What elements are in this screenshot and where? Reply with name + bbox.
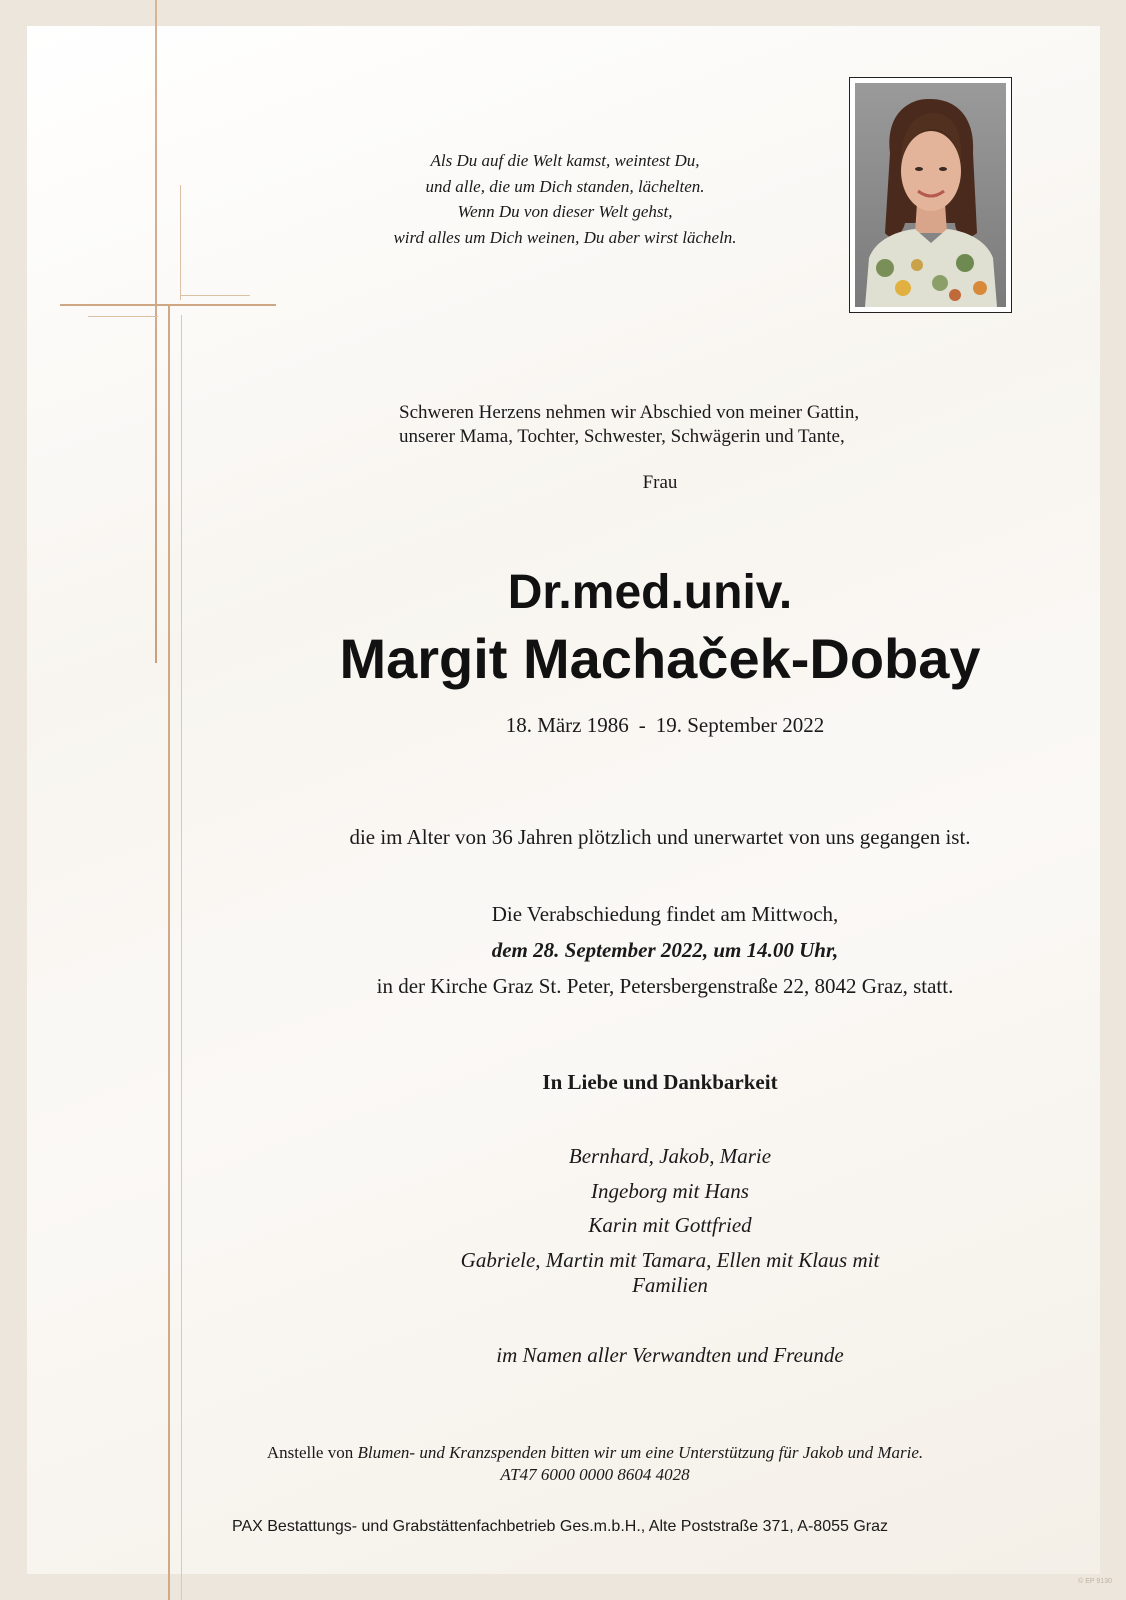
cross-horizontal-line [180,295,250,296]
deceased-title: Dr.med.univ. [507,566,793,619]
mourners-heading: In Liebe und Dankbarkeit [542,1070,778,1094]
portrait-photo [855,83,1006,307]
ceremony-line: Die Verabschiedung findet am Mittwoch, [491,902,839,926]
mourner-line: Bernhard, Jakob, Marie [568,1144,772,1168]
donation-text: Blumen- und Kranzspenden bitten wir um eine Unterstützung für Jakob und Marie. [357,1443,924,1462]
cross-vertical-line [181,315,182,1600]
mourners-closing: im Namen aller Verwandten und Freunde [496,1343,844,1367]
salutation: Frau [642,472,678,493]
birth-date: 18. März 1986 [505,713,629,737]
age-statement: die im Alter von 36 Jahren plötzlich und unerwartet von uns gegangen ist. [349,825,971,849]
date-separator: - [638,713,646,737]
cross-vertical-line [168,305,170,1600]
poem-line: Wenn Du von dieser Welt gehst, [457,202,673,221]
cross-horizontal-line [88,316,158,317]
farewell-intro [340,401,880,449]
life-dates [390,713,940,738]
donation-note [200,1442,990,1486]
mourner-line: Ingeborg mit Hans [591,1178,749,1203]
poem-line: und alle, die um Dich standen, lächelten. [425,176,705,196]
mourner-line: Karin mit Gottfried [588,1213,752,1237]
donation-lead: Anstelle von [266,1443,354,1462]
poem-line: wird alles um Dich weinen, Du aber wirst lächeln. [393,227,737,247]
portrait-frame [849,77,1012,313]
mourner-line [400,1243,940,1298]
poem-line: Als Du auf die Welt kamst, weintest Du, [430,151,700,170]
cross-horizontal-line [60,304,276,306]
mourner-line-part: Gabriele, Martin mit Tamara, Ellen mit Klaus mit [460,1247,880,1272]
deceased-name: Margit Machaček-Dobay [339,627,981,690]
ceremony-location: in der Kirche Graz St. Peter, Petersbergenstraße 22, 8042 Graz, statt. [376,974,954,998]
funeral-home-footer: PAX Bestattungs- und Grabstättenfachbetrieb Ges.m.b.H., Alte Poststraße 371, A-8055 Graz [231,1518,889,1535]
mourners-list [400,1139,940,1298]
donation-iban: AT47 6000 0000 8604 4028 [500,1465,690,1484]
ceremony-datetime: dem 28. September 2022, um 14.00 Uhr, [491,938,839,962]
ceremony-info [290,896,1040,1004]
cross-vertical-line [180,185,181,300]
cross-vertical-line [155,0,157,663]
memorial-poem [340,148,790,250]
template-code: © EP 9130 [1078,1578,1112,1585]
intro-line: Schweren Herzens nehmen wir Abschied von meiner Gattin, [399,402,860,423]
intro-line: unserer Mama, Tochter, Schwester, Schwägerin und Tante, [399,426,845,447]
mourner-line-part: Familien [632,1272,708,1297]
death-date: 19. September 2022 [655,713,825,737]
